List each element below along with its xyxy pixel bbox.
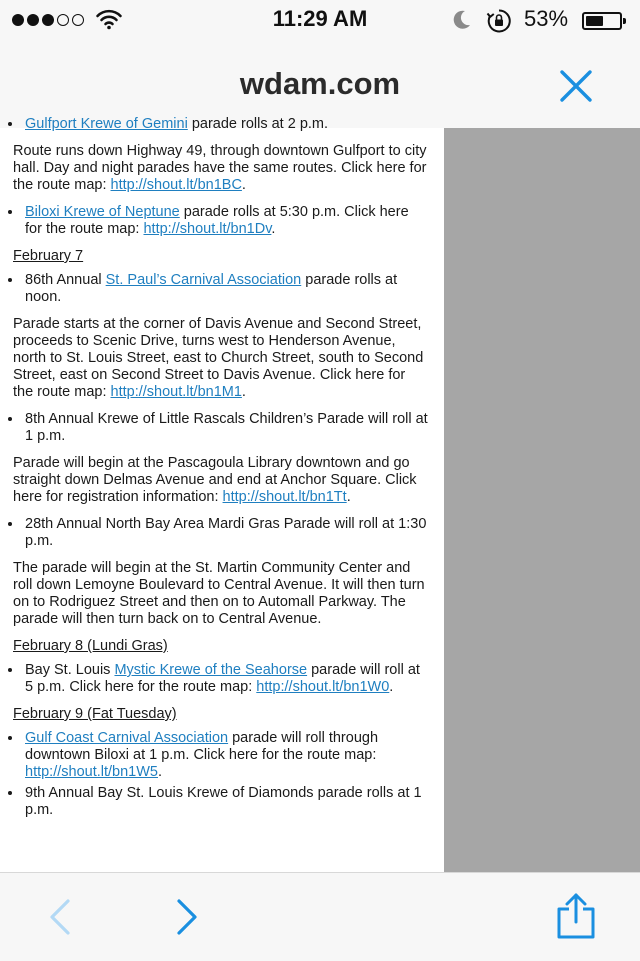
- list-item: [23, 204, 429, 238]
- battery-icon: [582, 12, 622, 30]
- list-item: [23, 411, 429, 445]
- date-heading: February 9 (Fat Tuesday): [13, 706, 177, 722]
- article-link[interactable]: http://shout.lt/bn1W0: [256, 679, 390, 695]
- article-text: .: [389, 679, 394, 695]
- list-item: [23, 272, 429, 306]
- date-heading: February 8 (Lundi Gras): [13, 638, 168, 654]
- article-text: .: [241, 177, 246, 193]
- parade-list: [13, 204, 429, 238]
- list-item: [23, 662, 429, 696]
- forward-button[interactable]: [173, 897, 201, 937]
- close-button[interactable]: [556, 66, 596, 106]
- article-text: Parade will begin at the Pascagoula Library downtown and go straight down Delmas Avenue and end at Anchor Square. Click here for registration information:: [13, 455, 417, 505]
- date-heading: February 7: [13, 248, 84, 264]
- article-link[interactable]: Gulfport Krewe of Gemini: [25, 116, 188, 132]
- article-text: parade will roll at 5 p.m. Click here for the route map:: [25, 662, 420, 695]
- article-text: parade rolls at 2 p.m.: [187, 116, 329, 132]
- parade-list: [13, 730, 429, 819]
- status-time: 11:29 AM: [272, 6, 368, 31]
- page-domain[interactable]: wdam.com: [239, 66, 401, 101]
- rotation-lock-icon: [486, 8, 512, 34]
- parade-list: [13, 272, 429, 306]
- share-button[interactable]: [554, 891, 598, 941]
- article-text: The parade will begin at the St. Martin Community Center and roll down Lemoyne Boulevard to Central Avenue. It will then turn on to Rodriguez Street and then on to Automall Parkway. The parade will then turn back on to Central Avenue.: [13, 560, 425, 627]
- back-button[interactable]: [46, 897, 74, 937]
- article-link[interactable]: Gulf Coast Carnival Association: [25, 730, 229, 746]
- status-bar: [0, 0, 640, 40]
- article-link[interactable]: St. Paul’s Carnival Association: [105, 272, 302, 288]
- article-text: parade will roll through downtown Biloxi at 1 p.m. Click here for the route map:: [25, 730, 379, 763]
- parade-list: [13, 516, 429, 550]
- article-paragraph: [13, 455, 429, 506]
- article-link[interactable]: http://shout.lt/bn1BC: [110, 177, 242, 193]
- parade-list: [13, 411, 429, 445]
- article-text: .: [346, 489, 351, 505]
- list-item: [23, 730, 429, 781]
- list-item: [23, 516, 429, 550]
- article-text: Parade starts at the corner of Davis Avenue and Second Street, proceeds to Scenic Drive, turns west to Henderson Avenue, north to St. Louis Street, east to Church Street, south to Second Street, east on Second Street to Davis Avenue. Click here for the route map:: [13, 316, 424, 400]
- article-text: 86th Annual: [25, 272, 106, 288]
- parade-list: [13, 116, 429, 133]
- article-body: [13, 116, 429, 829]
- moon-icon: [452, 9, 472, 31]
- web-content[interactable]: [0, 116, 640, 872]
- article-paragraph: [13, 316, 429, 401]
- article-text: 8th Annual Krewe of Little Rascals Children’s Parade will roll at 1 p.m.: [25, 411, 428, 444]
- article-text: Bay St. Louis: [25, 662, 115, 678]
- article-text: parade rolls at noon.: [25, 272, 398, 305]
- article-paragraph: [13, 560, 429, 628]
- article-text: parade rolls at 5:30 p.m. Click here for the route map:: [25, 204, 409, 237]
- article-text: 28th Annual North Bay Area Mardi Gras Parade will roll at 1:30 p.m.: [25, 516, 427, 549]
- article-link[interactable]: http://shout.lt/bn1Dv: [143, 221, 272, 237]
- article-link[interactable]: Biloxi Krewe of Neptune: [25, 204, 180, 220]
- article-text: .: [241, 384, 246, 400]
- browser-toolbar: [0, 872, 640, 961]
- article-text: .: [158, 764, 163, 780]
- article-link[interactable]: http://shout.lt/bn1Tt: [222, 489, 347, 505]
- parade-list: [13, 662, 429, 696]
- article-text: .: [271, 221, 276, 237]
- article-text: Route runs down Highway 49, through downtown Gulfport to city hall. Day and night parades have the same routes. Click here for the route map:: [13, 143, 427, 193]
- article-paragraph: [13, 143, 429, 194]
- article-link[interactable]: Mystic Krewe of the Seahorse: [114, 662, 308, 678]
- sidebar-panel: [444, 128, 640, 872]
- article-text: 9th Annual Bay St. Louis Krewe of Diamonds parade rolls at 1 p.m.: [25, 785, 422, 818]
- article-link[interactable]: http://shout.lt/bn1W5: [25, 764, 158, 780]
- battery-percent: 53%: [524, 6, 569, 31]
- list-item: [23, 785, 429, 819]
- list-item: [23, 116, 429, 133]
- article-link[interactable]: http://shout.lt/bn1M1: [110, 384, 242, 400]
